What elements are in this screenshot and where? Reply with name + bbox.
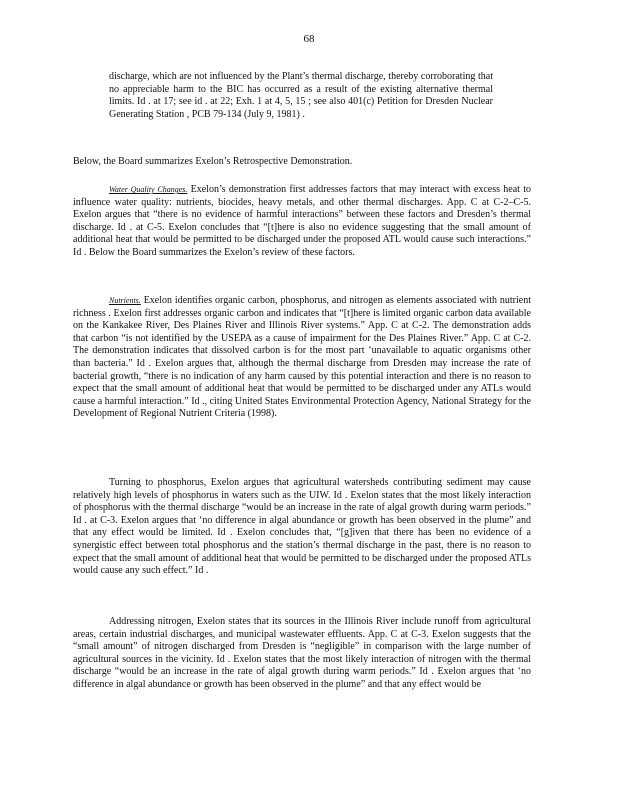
phosphorus-paragraph [73, 477, 531, 578]
nutrients-heading: Nutrients. [109, 296, 141, 305]
nitrogen-paragraph [73, 616, 531, 692]
water-quality-heading: Water Quality Changes. [109, 185, 188, 194]
nitrogen-text: Addressing nitrogen, Exelon states that its sources in the Illinois River include runoff from agricultural areas, certain industrial discharges, and municipal wastewater effluents. App. C at C-3. Exelon suggests that the “small amount” of nitrogen discharged from Dresden is “negligible” in comparison with the large number of agricultural sources in the vicinity. Id . Exelon states that the most likely interaction of nitrogen with the thermal discharge “would be an increase in the rate of algal growth during warm periods.” Id . Exelon argues that ‘no difference in algal abundance or growth has been observed in the plume” and that any effect would be [73, 616, 531, 690]
intro-text: Below, the Board summarizes Exelon’s Retrospective Demonstration. [73, 156, 353, 167]
block-quote-paragraph [109, 71, 493, 121]
water-quality-paragraph [73, 184, 531, 260]
intro-paragraph [73, 156, 531, 169]
page-number: 68 [303, 33, 315, 45]
quote-text: discharge, which are not influenced by the Plant’s thermal discharge, thereby corroborating that no appreciable harm to the BIC has occurred as a result of the existing alternative thermal limits. Id . at 17; see id . at 22; Exh. 1 at 4, 5, 15 ; see also 401(c) Petition for Dresden Nuclear Generating Station , PCB 79-134 (July 9, 1981) . [109, 71, 493, 120]
water-quality-text: Exelon’s demonstration first addresses factors that may interact with excess heat to influence water quality: nutrients, biocides, heavy metals, and other thermal discharges. App. C at C-2–C-5. Exelon argues that “there is no evidence of harmful interactions” between these factors and Dresden’s thermal discharge. Id . at C-5. Exelon concludes that “[t]here is also no evidence suggesting that the small amount of additional heat that would be permitted to be discharged under the proposed ATL would cause such interactions.” Id . Below the Board summarizes the Exelon’s review of these factors. [73, 184, 531, 258]
nutrients-text: Exelon identifies organic carbon, phosphorus, and nitrogen as elements associated with nutrient richness . Exelon first addresses organic carbon and indicates that “[t]here is limited organic carbon data available on the Kankakee River, Des Plaines River and Illinois River systems.” App. C at C-2. The demonstration adds that carbon “is not identified by the USEPA as a cause of impairment for the Des Plaines River.” App. C at C-2. The demonstration indicates that dissolved carbon is for the most part ‘unavailable to aquatic organisms other than bacteria.” Id . Exelon argues that, although the thermal discharge from Dresden may increase the rate of bacterial growth, “there is no indication of any harm caused by this potential interaction and there is no reason to expect that the small amount of additional heat that would be permitted to be discharged under any ATLs would cause a harmful interaction.” Id ., citing United States Environmental Protection Agency, National Strategy for the Development of Regional Nutrient Criteria (1998). [73, 295, 531, 420]
phosphorus-text: Turning to phosphorus, Exelon argues that agricultural watersheds contributing sediment may cause relatively high levels of phosphorus in waters such as the UIW. Id . Exelon states that the most likely interaction of phosphorus with the thermal discharge “would be an increase in the rate of algal growth during warm periods.” Id . at C-3. Exelon argues that ‘no difference in algal abundance or growth has been observed in the plume” and that any effect would be limited. Id . Exelon concludes that, “[g]iven that there has been no evidence of a synergistic effect between total phosphorus and the station’s thermal discharge in the past, there is no reason to expect that the small amount of additional heat that would be permitted to be discharged under the proposed ATLs would cause any such effect.” Id . [73, 477, 531, 577]
nutrients-paragraph [73, 295, 531, 421]
